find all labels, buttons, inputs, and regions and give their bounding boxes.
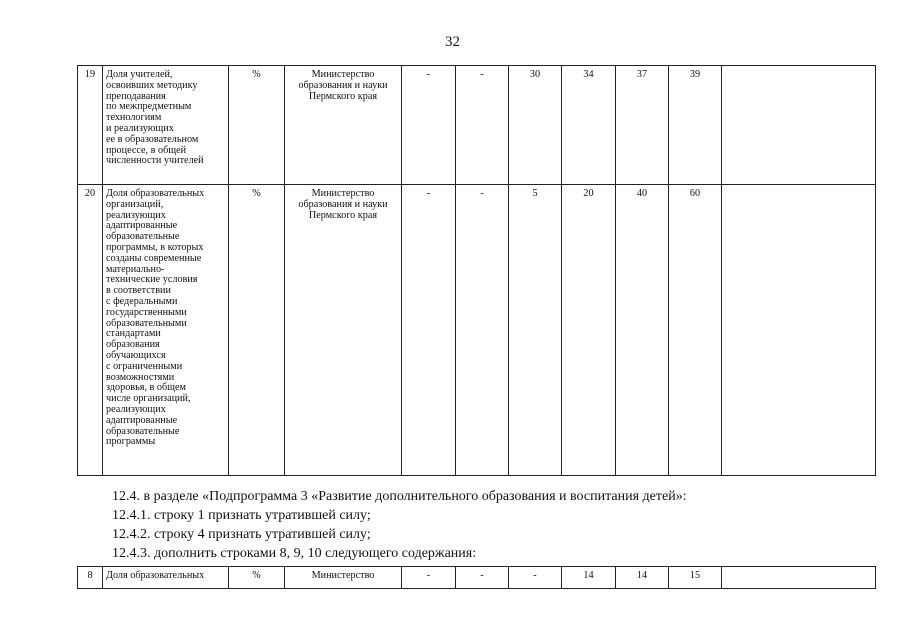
value-cell xyxy=(722,185,876,476)
value-cell: 39 xyxy=(669,66,722,185)
row-number: 8 xyxy=(78,567,103,589)
paragraph: 12.4. в разделе «Подпрограмма 3 «Развитие дополнительного образования и воспитания детей»: xyxy=(112,489,687,504)
indicator-name: Доля учителей, освоивших методику преподавания по межпредметным технологиям и реализующих ее в образовательном процессе, в общей численности учителей xyxy=(103,66,229,185)
value-cell: - xyxy=(402,185,456,476)
value-cell: - xyxy=(456,66,509,185)
value-cell: 40 xyxy=(616,185,669,476)
value-cell xyxy=(722,567,876,589)
indicator-name: Доля образовательных xyxy=(103,567,229,589)
value-cell: - xyxy=(402,66,456,185)
value-cell: 14 xyxy=(562,567,616,589)
indicator-name: Доля образовательных организаций, реализующих адаптированные образовательные программы, в которых созданы современные материально- технические условия в соответствии с федеральными государственными образовательными стандартами образования обучающихся с ограниченными возможностями здоровья, в общем числе организаций, реализующих адаптированные образовательные программы xyxy=(103,185,229,476)
unit-cell: % xyxy=(229,567,285,589)
value-cell: 30 xyxy=(509,66,562,185)
value-cell: - xyxy=(402,567,456,589)
paragraph: 12.4.1. строку 1 признать утратившей силу; xyxy=(112,508,371,523)
indicators-table-bottom xyxy=(77,566,876,589)
table-row xyxy=(78,185,876,476)
amendment-text xyxy=(112,487,872,563)
value-cell: 60 xyxy=(669,185,722,476)
table-row xyxy=(78,66,876,185)
responsible-cell: Министерство образования и науки Пермского края xyxy=(285,66,402,185)
value-cell: - xyxy=(456,567,509,589)
value-cell: 5 xyxy=(509,185,562,476)
row-number: 20 xyxy=(78,185,103,476)
value-cell: 34 xyxy=(562,66,616,185)
value-cell: 37 xyxy=(616,66,669,185)
table-row xyxy=(78,567,876,589)
value-cell: - xyxy=(509,567,562,589)
unit-cell: % xyxy=(229,66,285,185)
row-number: 19 xyxy=(78,66,103,185)
value-cell: 15 xyxy=(669,567,722,589)
value-cell: 14 xyxy=(616,567,669,589)
paragraph: 12.4.2. строку 4 признать утратившей силу; xyxy=(112,527,371,542)
paragraph: 12.4.3. дополнить строками 8, 9, 10 следующего содержания: xyxy=(112,546,477,561)
page-number: 32 xyxy=(445,34,460,50)
indicators-table-top xyxy=(77,65,876,476)
value-cell: 20 xyxy=(562,185,616,476)
responsible-cell: Министерство xyxy=(285,567,402,589)
value-cell xyxy=(722,66,876,185)
value-cell: - xyxy=(456,185,509,476)
unit-cell: % xyxy=(229,185,285,476)
responsible-cell: Министерство образования и науки Пермского края xyxy=(285,185,402,476)
